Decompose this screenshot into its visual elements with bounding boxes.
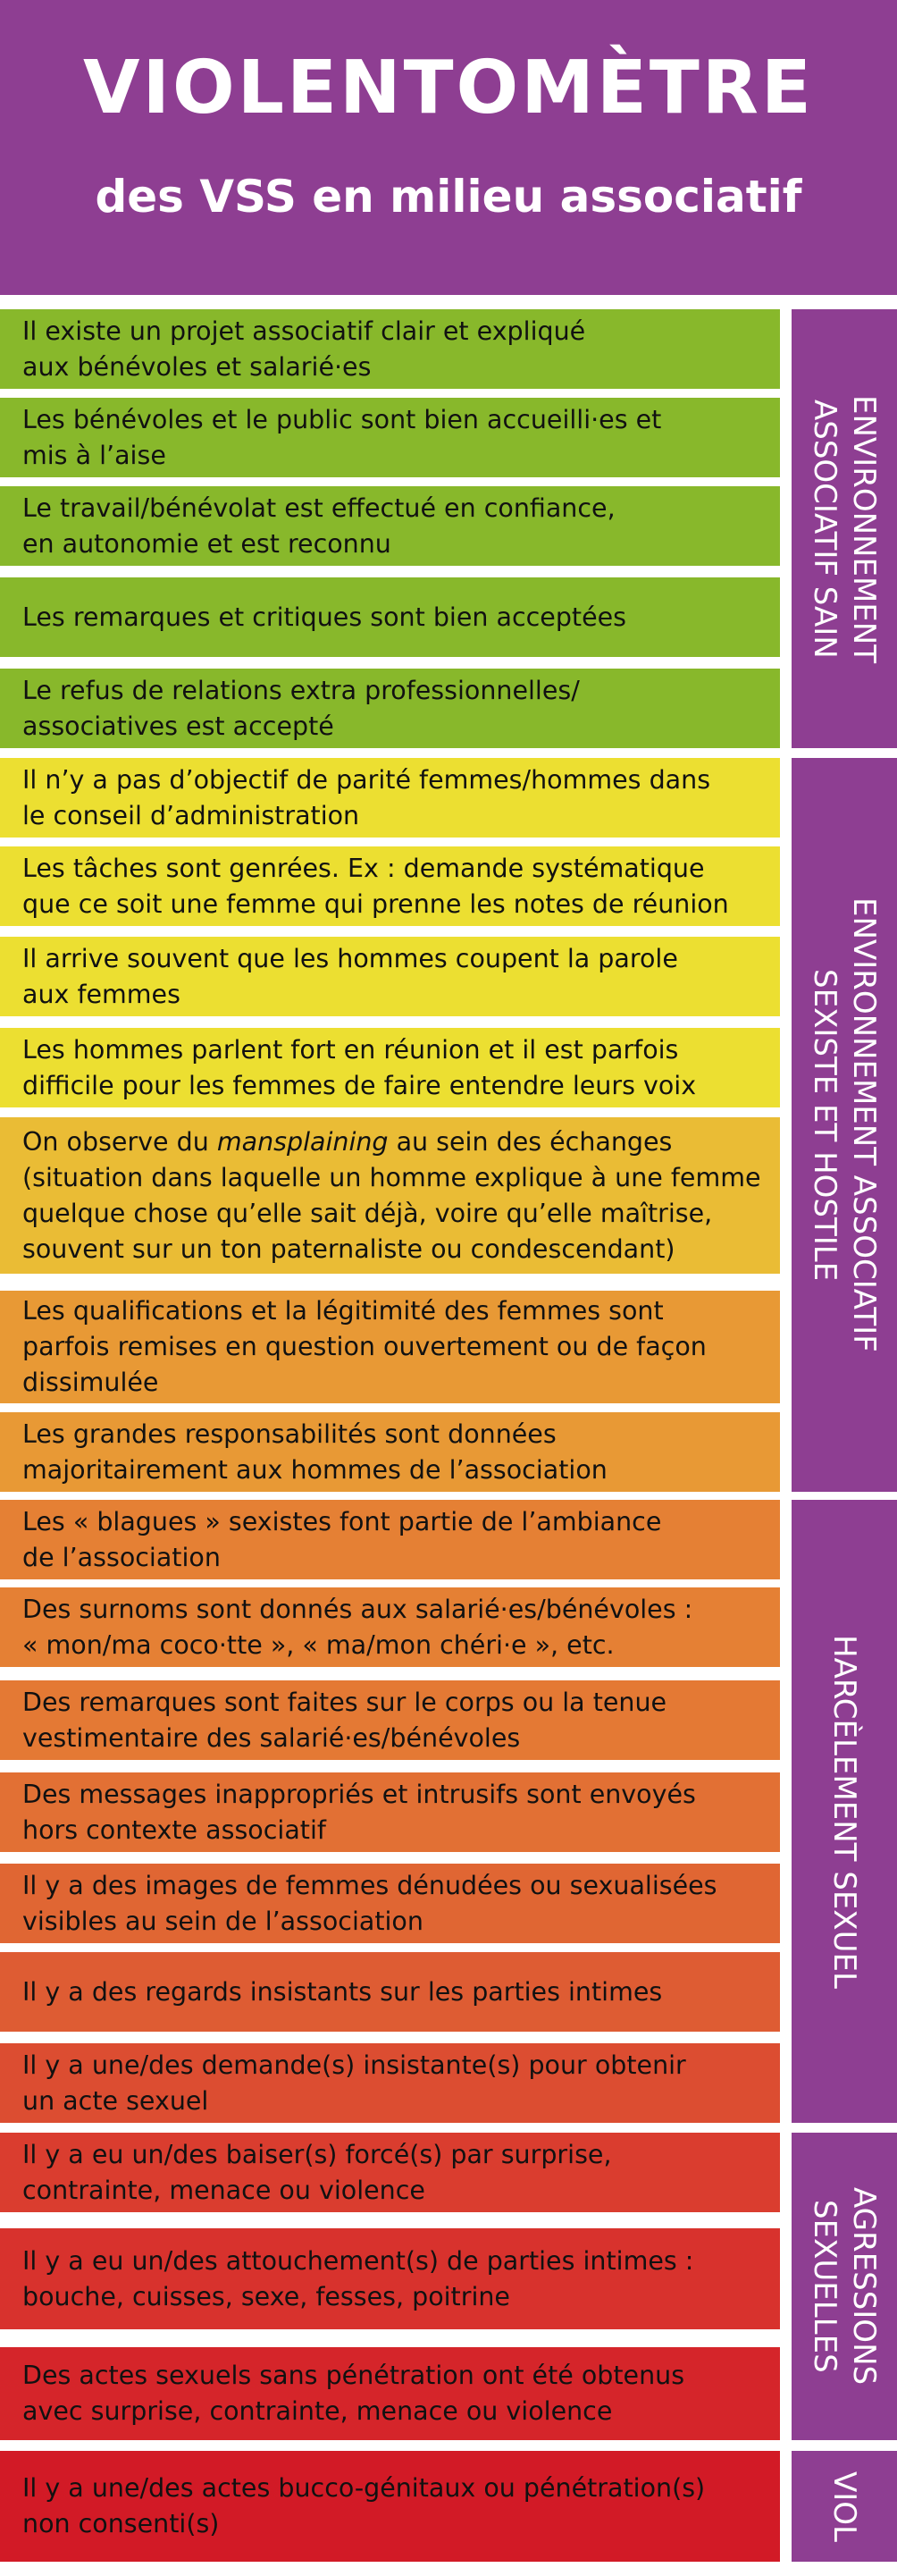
category-label: ENVIRONNEMENT ASSOCIATIF SEXISTE ET HOSTILE bbox=[807, 897, 882, 1352]
level-row bbox=[0, 1500, 780, 1579]
level-row bbox=[0, 1028, 780, 1107]
level-text: Des messages inappropriés et intrusifs sont envoyés hors contexte associatif bbox=[22, 1779, 696, 1845]
level-row bbox=[0, 398, 780, 477]
category-label: HARCÈLEMENT SEXUEL bbox=[826, 1634, 862, 1989]
category-band-healthy bbox=[792, 309, 897, 748]
level-row bbox=[0, 1680, 780, 1760]
level-row bbox=[0, 309, 780, 389]
level-text: Le refus de relations extra professionnelles/ associatives est accepté bbox=[22, 675, 580, 741]
level-row bbox=[0, 1291, 780, 1403]
header-banner bbox=[0, 0, 897, 295]
level-row bbox=[0, 1117, 780, 1274]
category-band-assault bbox=[792, 2133, 897, 2440]
category-band-harassment bbox=[792, 1500, 897, 2123]
level-row bbox=[0, 937, 780, 1016]
level-row bbox=[0, 1772, 780, 1852]
level-text: Des remarques sont faites sur le corps ou la tenue vestimentaire des salarié·es/bénévoles bbox=[22, 1687, 667, 1753]
level-row bbox=[0, 577, 780, 657]
level-row bbox=[0, 2043, 780, 2123]
level-text: Il existe un projet associatif clair et expliqué aux bénévoles et salarié·es bbox=[22, 316, 586, 382]
category-label: ENVIRONNEMENT ASSOCIATIF SAIN bbox=[807, 394, 882, 663]
category-label: AGRESSIONS SEXUELLES bbox=[807, 2187, 882, 2386]
level-text: On observe du mansplaining au sein des échanges (situation dans laquelle un homme explique à une femme quelque chose qu’elle sait déjà, voire qu’elle maîtrise, souvent sur un ton paternaliste ou condescendant) bbox=[22, 1126, 761, 1264]
level-text: Les « blagues » sexistes font partie de l’ambiance de l’association bbox=[22, 1506, 662, 1572]
page-subtitle: des VSS en milieu associatif bbox=[95, 171, 802, 223]
category-band-rape bbox=[792, 2451, 897, 2562]
level-text: Il n’y a pas d’objectif de parité femmes/hommes dans le conseil d’administration bbox=[22, 764, 711, 830]
level-row bbox=[0, 486, 780, 566]
level-text: Les tâches sont genrées. Ex : demande systématique que ce soit une femme qui prenne les notes de réunion bbox=[22, 853, 729, 919]
level-row bbox=[0, 2347, 780, 2440]
level-row bbox=[0, 1412, 780, 1492]
level-row bbox=[0, 846, 780, 926]
level-text: Des actes sexuels sans pénétration ont été obtenus avec surprise, contrainte, menace ou violence bbox=[22, 2361, 685, 2426]
level-row bbox=[0, 1587, 780, 1667]
level-text: Les bénévoles et le public sont bien accueilli·es et mis à l’aise bbox=[22, 404, 662, 470]
level-text: Il y a une/des actes bucco-génitaux ou pénétration(s) non consenti(s) bbox=[22, 2473, 706, 2538]
level-text: Il y a eu un/des attouchement(s) de parties intimes : bouche, cuisses, sexe, fesses, poitrine bbox=[22, 2245, 694, 2311]
level-row bbox=[0, 1952, 780, 2032]
level-text: Il y a eu un/des baiser(s) forcé(s) par surprise, contrainte, menace ou violence bbox=[22, 2139, 612, 2205]
level-text: Le travail/bénévolat est effectué en confiance, en autonomie et est reconnu bbox=[22, 492, 616, 559]
level-row bbox=[0, 2133, 780, 2212]
level-text: Il y a des regards insistants sur les parties intimes bbox=[22, 1976, 663, 2007]
level-text: Des surnoms sont donnés aux salarié·es/bénévoles : « mon/ma coco·tte », « ma/mon chéri·e », etc. bbox=[22, 1594, 693, 1660]
page-title: VIOLENTOMÈTRE bbox=[83, 46, 814, 130]
level-text: Il y a des images de femmes dénudées ou sexualisées visibles au sein de l’association bbox=[22, 1870, 717, 1936]
level-text: Les grandes responsabilités sont données majoritairement aux hommes de l’association bbox=[22, 1418, 608, 1485]
category-label: VIOL bbox=[826, 2471, 862, 2542]
level-text: Il arrive souvent que les hommes coupent la parole aux femmes bbox=[22, 943, 678, 1009]
level-text: Les remarques et critiques sont bien acceptées bbox=[22, 602, 627, 632]
level-row bbox=[0, 2228, 780, 2329]
level-text: Les hommes parlent fort en réunion et il est parfois difficile pour les femmes de faire entendre leurs voix bbox=[22, 1034, 697, 1100]
category-band-sexist bbox=[792, 758, 897, 1492]
level-text: Les qualifications et la légitimité des femmes sont parfois remises en question ouvertement ou de façon dissimulée bbox=[22, 1296, 707, 1397]
level-row bbox=[0, 758, 780, 838]
level-row bbox=[0, 1864, 780, 1943]
level-row bbox=[0, 669, 780, 748]
level-text: Il y a une/des demande(s) insistante(s) pour obtenir un acte sexuel bbox=[22, 2050, 686, 2116]
level-row bbox=[0, 2451, 780, 2562]
